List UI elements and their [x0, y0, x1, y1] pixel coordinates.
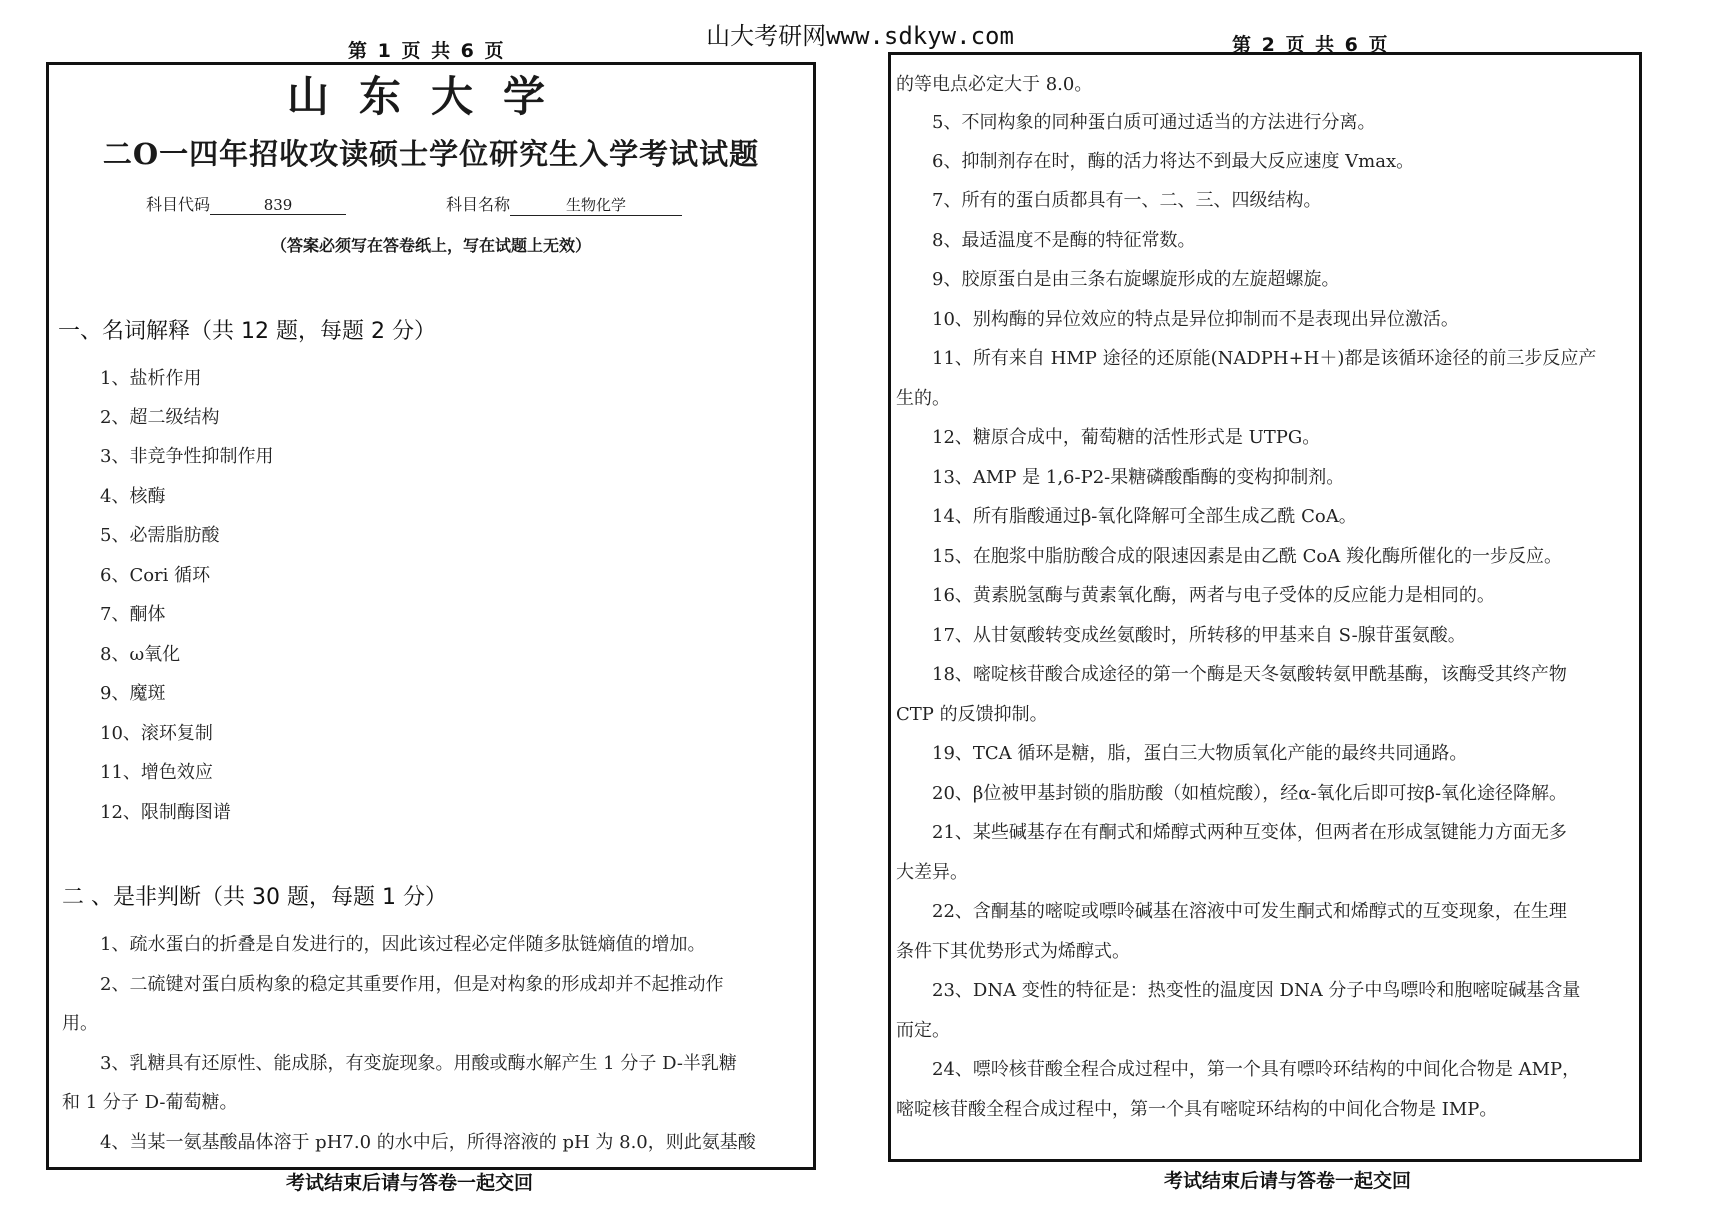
question-line: 5、不同构象的同种蛋白质可通过适当的方法进行分离。	[932, 112, 1376, 133]
subject-name-label: 科目名称	[446, 195, 511, 214]
list-item: 7、酮体	[100, 604, 166, 625]
list-item: 1、盐析作用	[100, 368, 202, 389]
question-line: 18、嘧啶核苷酸合成途径的第一个酶是天冬氨酸转氨甲酰基酶，该酶受其终产物	[932, 664, 1567, 685]
page-number-right: 第 2 页 共 6 页	[1232, 34, 1390, 56]
list-item: 10、滚环复制	[100, 723, 213, 744]
question-line: 3、乳糖具有还原性、能成脎，有变旋现象。用酸或酶水解产生 1 分子 D-半乳糖	[100, 1053, 737, 1074]
list-item: 11、增色效应	[100, 762, 213, 783]
question-line: 4、当某一氨基酸晶体溶于 pH7.0 的水中后，所得溶液的 pH 为 8.0，则此氨基酸	[100, 1132, 756, 1153]
list-item: 8、ω氧化	[100, 644, 181, 665]
question-line: 条件下其优势形式为烯醇式。	[896, 941, 1130, 962]
question-line: 24、嘌呤核苷酸全程合成过程中，第一个具有嘌呤环结构的中间化合物是 AMP，	[932, 1059, 1581, 1080]
question-line: 嘧啶核苷酸全程合成过程中，第一个具有嘧啶环结构的中间化合物是 IMP。	[896, 1099, 1498, 1120]
question-line: 15、在胞浆中脂肪酸合成的限速因素是由乙酰 CoA 羧化酶所催化的一步反应。	[932, 546, 1562, 567]
question-line: 20、β位被甲基封锁的脂肪酸（如植烷酸），经α-氧化后即可按β-氧化途径降解。	[932, 783, 1568, 804]
subject-code-value: 839	[210, 196, 346, 215]
question-line: 2、二硫键对蛋白质构象的稳定其重要作用，但是对构象的形成却并不起推动作	[100, 974, 724, 995]
exam-title: 二O一四年招收攻读硕士学位研究生入学考试试题	[102, 137, 760, 171]
question-line: 23、DNA 变性的特征是：热变性的温度因 DNA 分子中鸟嘌呤和胞嘧啶碱基含量	[932, 980, 1581, 1001]
question-line: 生的。	[896, 388, 950, 409]
question-line: 的等电点必定大于 8.0。	[896, 74, 1093, 95]
university-title: 山东大学	[286, 72, 575, 121]
question-line: 9、胶原蛋白是由三条右旋螺旋形成的左旋超螺旋。	[932, 269, 1340, 290]
list-item: 9、魔斑	[100, 683, 166, 704]
question-line: 7、所有的蛋白质都具有一、二、三、四级结构。	[932, 190, 1322, 211]
answer-notice: （答案必须写在答卷纸上，写在试题上无效）	[270, 236, 591, 255]
question-line: 1、疏水蛋白的折叠是自发进行的，因此该过程必定伴随多肽链熵值的增加。	[100, 934, 706, 955]
question-line: 21、某些碱基存在有酮式和烯醇式两种互变体，但两者在形成氢键能力方面无多	[932, 822, 1567, 843]
question-line: 而定。	[896, 1020, 950, 1041]
question-line: 12、糖原合成中，葡萄糖的活性形式是 UTPG。	[932, 427, 1321, 448]
list-item: 12、限制酶图谱	[100, 802, 231, 823]
question-line: 用。	[62, 1013, 98, 1034]
question-line: 17、从甘氨酸转变成丝氨酸时，所转移的甲基来自 S-腺苷蛋氨酸。	[932, 625, 1466, 646]
list-item: 4、核酶	[100, 486, 166, 507]
site-watermark: 山大考研网www.sdkyw.com	[706, 22, 1014, 50]
list-item: 2、超二级结构	[100, 407, 220, 428]
question-line: 大差异。	[896, 862, 968, 883]
subject-name-value: 生物化学	[510, 194, 682, 216]
question-line: 11、所有来自 HMP 途径的还原能(NADPH+H＋)都是该循环途径的前三步反应产	[932, 348, 1597, 369]
list-item: 3、非竞争性抑制作用	[100, 446, 274, 467]
footer-notice-left: 考试结束后请与答卷一起交回	[286, 1172, 534, 1194]
question-line: 22、含酮基的嘧啶或嘌呤碱基在溶液中可发生酮式和烯醇式的互变现象，在生理	[932, 901, 1567, 922]
list-item: 6、Cori 循环	[100, 565, 211, 586]
question-line: 8、最适温度不是酶的特征常数。	[932, 230, 1196, 251]
section1-title: 一、名词解释（共 12 题，每题 2 分）	[58, 319, 436, 344]
footer-notice-right: 考试结束后请与答卷一起交回	[1164, 1170, 1412, 1192]
section2-title: 二 、是非判断（共 30 题，每题 1 分）	[62, 885, 447, 910]
subject-code-field	[146, 192, 346, 215]
question-line: 10、别构酶的异位效应的特点是异位抑制而不是表现出异位激活。	[932, 309, 1459, 330]
question-line: 14、所有脂酸通过β-氧化降解可全部生成乙酰 CoA。	[932, 506, 1357, 527]
question-line: 16、黄素脱氢酶与黄素氧化酶，两者与电子受体的反应能力是相同的。	[932, 585, 1495, 606]
question-line: 6、抑制剂存在时，酶的活力将达不到最大反应速度 Vmax。	[932, 151, 1415, 172]
question-line: 和 1 分子 D-葡萄糖。	[62, 1092, 238, 1113]
subject-code-label: 科目代码	[146, 195, 211, 214]
list-item: 5、必需脂肪酸	[100, 525, 220, 546]
question-line: CTP 的反馈抑制。	[896, 704, 1048, 725]
question-line: 13、AMP 是 1,6-P2-果糖磷酸酯酶的变构抑制剂。	[932, 467, 1345, 488]
subject-name-field	[446, 192, 682, 216]
page-number-left: 第 1 页 共 6 页	[348, 40, 506, 62]
question-line: 19、TCA 循环是糖，脂，蛋白三大物质氧化产能的最终共同通路。	[932, 743, 1468, 764]
